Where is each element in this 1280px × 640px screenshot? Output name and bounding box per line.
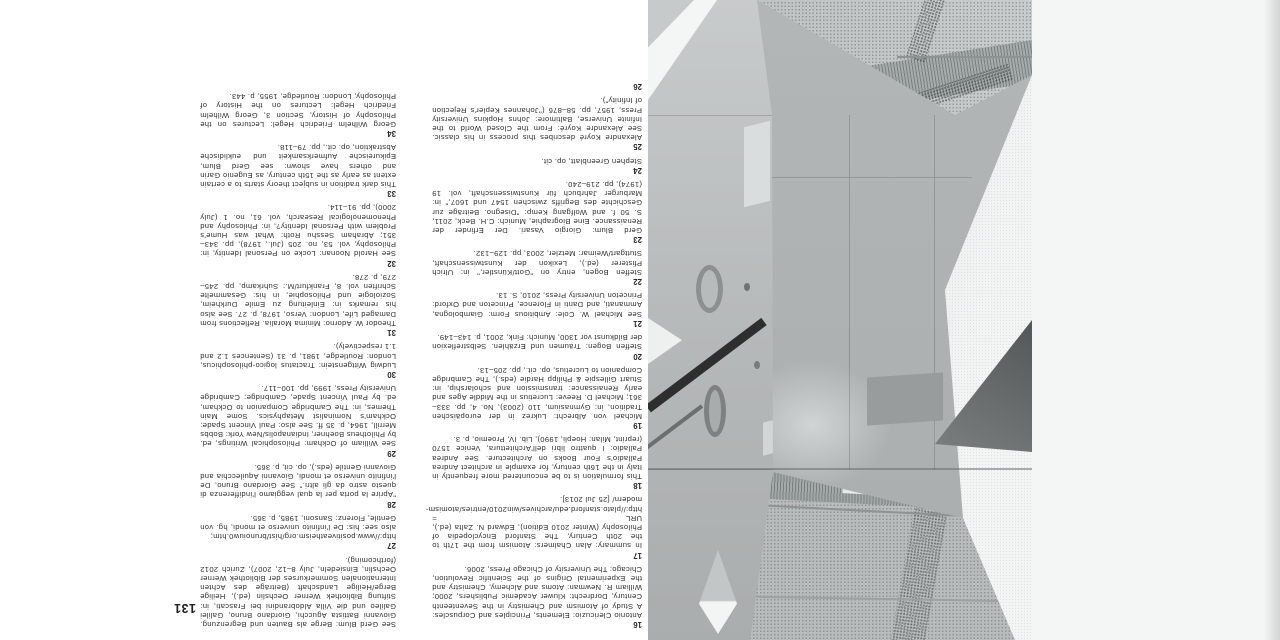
footnote-number: 22 [633,277,642,287]
footnote-text: See William of Ockham: Philosophical Writings, ed. by Philotheus Boehner, Indianapolis/New York: Bobbs Merrill, 1964, p. 35 ff. See also: Paul Vincent Spade: Ockham's Nominalist Metaphysics. Some Main Themes, in: The Cambridge Companion to Ockham, ed. by Paul Vincent Spade, Cambridge: Cambridge University Press, 1999, pp. 100–117. [200,384,396,449]
concrete-joint [762,177,972,178]
footnote-text: Antonio Clericuzio: Elements, Principles and Corpuscles: A Study of Atomism and Chemistry in the Seventeenth Century, Dordrecht: Kluwer Academic Publishers, 2000; William R. Newman: Atoms and Alchemy, Chemistry and the Experimental Origins of the Scientific Revolution, Chicago: The University of Chicago Press, 2006. [432,564,642,620]
footnote-text: Gerd Blum: Giorgio Vasari. Der Erfinder der Renaissance. Eine Biographie, Munich: C.H. Beck, 2011, S. 50 f. and Wolfgang Kemp: "Disegno. Beiträge zur Geschichte des Begriffs zwischen 1547 und 1607," in: Marburger Jahrbuch für Kunstwissenschaft, vol. 19 (1974), pp. 219–240. [432,180,642,236]
footnote [200,92,396,138]
footnote [200,463,396,509]
footnote [432,291,642,328]
floor-seam [897,57,1032,59]
doorway-recess [867,372,943,425]
footnote [432,565,642,629]
footnote-text: In summary: Alan Chalmers: Atomism from the 17th to the 20th Century, The Stanford Encyclopedia of Philosophy (Winter 2010 Edition), Edward N. Zalta (ed.), URL = http://plato.stanford.edu/archives/win2010/entries/atomism-modern/ [25 Jul 2013]. [425,495,642,551]
sprinkler-dot-icon [754,361,760,369]
footnote-text: Steffen Bogen: Träumen und Erzählen. Selbstreflexion der Bildkunst vor 1300, Munich: Fink, 2001, p. 143–149. [432,333,642,352]
footnote [200,555,396,629]
footnote [432,249,642,286]
footnote [200,273,396,337]
footnote-number: 16 [633,620,642,629]
porthole-light-icon [696,265,723,313]
footnote-number: 17 [633,550,642,560]
footnote-text: Steffen Bogen, entry on "Gott/Künstler," in: Ulrich Pfisterer (ed.), Lexikon der Kunstwissenschaft, Stuttgart/Weimar: Metzler, 2003, pp. 129–132. [432,249,642,277]
sprinkler-dot-icon [744,283,750,291]
footnote-number: 20 [633,351,642,361]
footnote-text: http://www.positiveatheism.org/hist/brunoiuw0.htm; also see: his: De l'infinito universo et mondi, hg. von Gentile, Florenz: Sansoni, 1985, p. 365. [200,513,396,542]
footnote [200,342,396,379]
wall-ceiling-junction-line [648,469,1032,471]
footnote-number: 32 [387,258,396,268]
gallery-interior-photo [648,0,1032,640]
wall-seam [648,115,772,116]
footnote [432,333,642,361]
page-edge-shadow [1264,0,1280,640]
footnote-number: 28 [387,499,396,509]
footnote-text: See Michael W. Cole: Ambitious Form: Giambologna, Ammanati, and Danti in Florence, Princeton and Oxford: Princeton University Press, 2010, S. 13. [432,291,642,319]
footnote [432,435,642,490]
concrete-joint [849,115,850,470]
footnote-text: Georg Wilhelm Friedrich Hegel: Lectures on the Philosophy of History, Section 3, Georg Wilhelm Friedrich Hegel: Lectures on the History of Philosophy, London: Routledge, 1955, p. 443. [200,92,396,129]
footnote [200,384,396,458]
photo-page [648,0,1280,640]
footnote-column-left [425,77,642,629]
footnote-text: See Harold Noonan: Locke on Personal Identity, in: Philosophy, vol. 53, no. 205 (Jul., 1978), pp. 343–351; Abraham Sesshu Roth: What was Hume's Problem with Personal Identity?, in: Philosophy and Phenomenological Research, vol. 61, no. 1 (July 2000), pp. 91–114. [200,203,396,259]
footnote-text: Ludwig Wittgenstein: Tractatus logico-philosophicus, London: Routledge, 1981, p. 31 (Sentences 1.2 and 1.1 respectively). [200,342,396,370]
footnote [432,156,642,174]
corner-highlight [648,318,682,364]
footnote-text: This dark tradition in subject theory starts to a certain extent as early as the 15th century, as Eugenio Garin and others have shown: see Gerd Blum, Epikureische Aufmerksamkeit und euklidische Abstraktion, op. cit., pp. 79–118. [200,143,396,190]
porthole-light-icon [704,385,726,437]
footnote-number: 27 [387,541,396,551]
footnote-number: 21 [633,318,642,328]
footnote [432,96,642,151]
footnote-number: 18 [633,481,642,491]
footnote-text: Theodor W. Adorno: Minima Moralia. Reflections from Damaged Life, London: Verso, 1978, p. 27. See also his remarks in: Einleitung zu Emile Durkheim, Soziologie und Philosophie, in his: Gesammelte Schriften vol. 8, Frankfurt/M.: Suhrkamp, pp. 245–279, p. 278. [200,272,396,328]
footnote-number: 25 [633,142,642,152]
footnote-number: 24 [633,165,642,175]
footnote-text: See Gerd Blum: Berge als Bauten und Begrenzung. Giovanni Battista Agucchi, Giordano Bruno, Galilei Galileo und die Villa Aldobrandini bei Frascati, in: Stiftung Bibliothek Werner Oechslin (ed.), Heilige Berge/Heilige Landschaft (Beiträge des Achten Internationalen Sommerkurses der Bibliothek Werner Oechslin, Einsiedeln, July 8–12, 2007), Zurich 2012 (forthcoming). [200,555,396,629]
footnote-text: This formulation is to be encountered more frequently in Italy in the 16th century, for example in architect Andrea Palladio's Four Books on Architecture. See Andrea Palladio: I quattro libri dell'Architettura, Venice 1570 (reprint, Milan: Hoepli, 1990), Lib. IV, Proemio, p. 3. [432,435,642,481]
footnote-number: 34 [387,129,396,139]
footnote-number: 29 [387,448,396,458]
footnote-column-right [200,87,396,629]
footnote [432,180,642,244]
wall-reflector-patch [744,121,770,207]
footnote-text: Alexandre Koyré describes this process in his classic. See Alexandre Koyré: From the Closed World to the Infinite Universe, Baltimore: Johns Hopkins University Press, 1957, pp. 58–876 ("Johannes Kepler's Rejection of Infinity"). [432,96,642,143]
footnote [425,495,642,560]
pyramid-diffuser [699,550,737,634]
footnote-text: "Aprire la porta per la qual veggiamo l'indifferenza di questo astro da gli altri." See Giordano Bruno, De l'infinito universo et mondi, Giovanni Aquilecchia and Giovanni Gentile (eds.), op. cit, p. 365. [200,462,396,500]
footnote [200,514,396,551]
handrail-shadow [648,404,703,449]
footnote-number: 33 [387,189,396,199]
footnote-number: 23 [633,235,642,245]
footnote [200,203,396,267]
footnote [200,143,396,198]
footnote-text: Michael von Albrecht: Lukrez in der europäischen Tradition, in: Gymnasium, 110 (2003), No. 4, pp. 333–361; Michael D. Reeve: Lucretius in the Middle Ages and early Renaissance: transmission and scholarship, in: Stuart Gillespie & Philipp Hardie (eds.), The Cambridge Companion to Lucretius, op. cit., pp. 205–13. [432,365,642,421]
footnote [432,366,642,430]
page-number: 131 [173,601,196,615]
footnote-number: 19 [633,420,642,430]
footnote [432,82,642,91]
footnote-number: 26 [633,82,642,92]
footnote-number: 31 [387,328,396,338]
footnote-text: Stephen Greenblatt, op. cit. [541,156,642,166]
footnote-number: 30 [387,369,396,379]
